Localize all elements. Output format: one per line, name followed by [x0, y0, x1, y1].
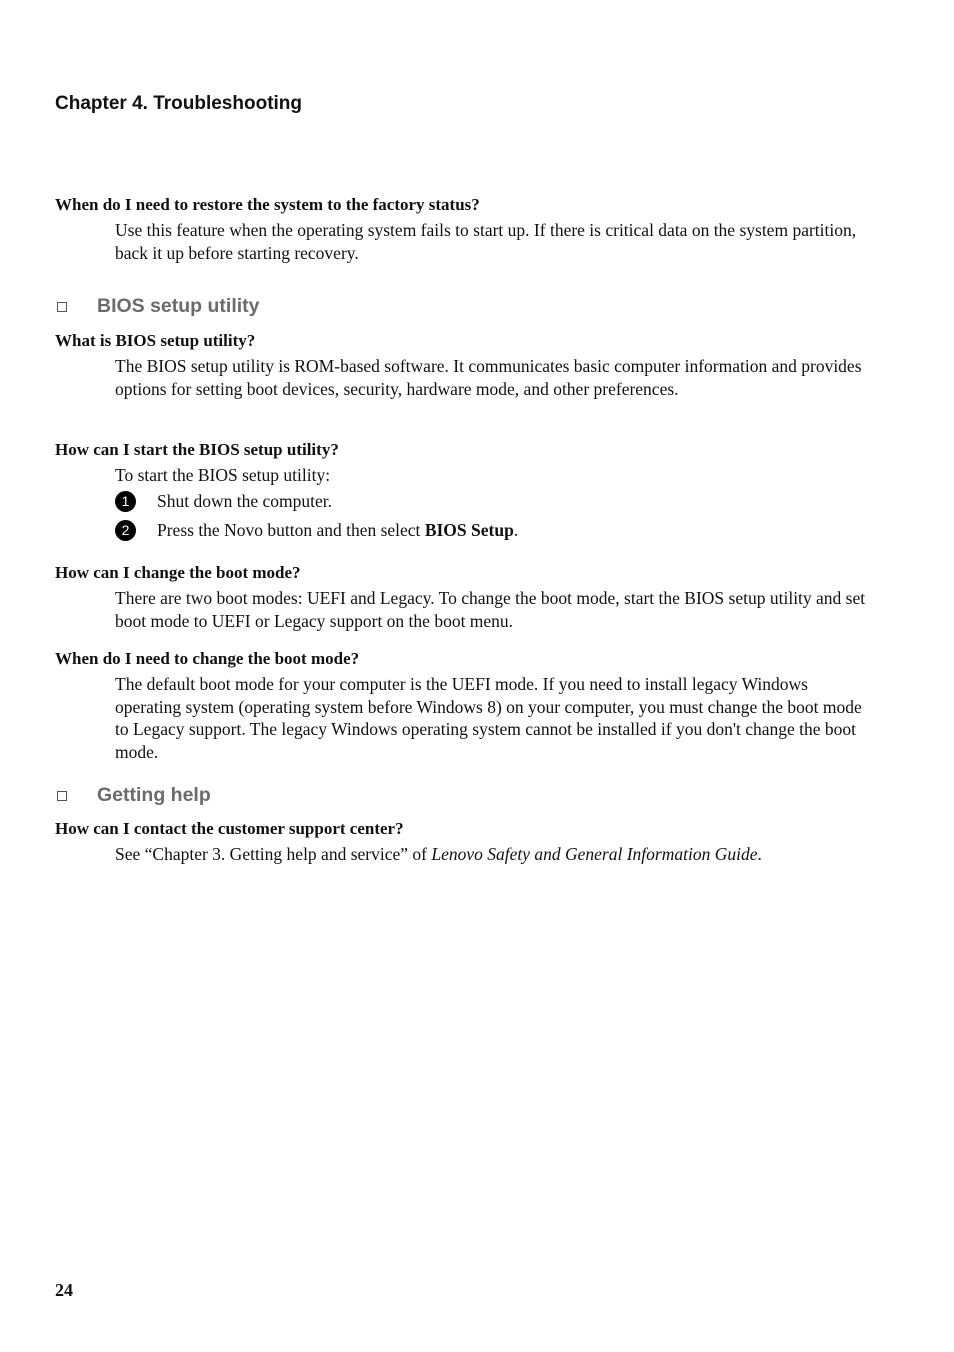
step-text-end: . — [513, 520, 519, 540]
what-is-bios-question: What is BIOS setup utility? — [55, 331, 256, 350]
section-title: Getting help — [97, 784, 211, 806]
start-bios-intro: To start the BIOS setup utility: — [115, 465, 331, 485]
step-text: Shut down the computer. — [157, 491, 332, 511]
section-bios-setup-utility — [55, 295, 260, 318]
factory-question: When do I need to restore the system to the factory status? — [55, 195, 480, 214]
answer-text: See “Chapter 3. Getting help and service” of — [115, 844, 432, 864]
section-getting-help — [55, 784, 211, 807]
contact-support-answer — [115, 843, 875, 866]
step-number-1-icon: 1 — [115, 491, 136, 512]
start-bios-question: How can I start the BIOS setup utility? — [55, 440, 339, 459]
change-boot-mode-answer: There are two boot modes: UEFI and Legacy. To change the boot mode, start the BIOS setup utility and set boot mode to UEFI or Legacy support on the boot menu. — [115, 588, 866, 631]
what-is-bios-answer: The BIOS setup utility is ROM-based software. It communicates basic computer information and provides options for setting boot devices, security, hardware mode, and other preferences. — [115, 356, 862, 399]
step-number-2-icon: 2 — [115, 520, 136, 541]
page-number: 24 — [55, 1280, 73, 1300]
answer-end: . — [757, 844, 762, 864]
change-boot-mode-question: How can I change the boot mode? — [55, 563, 301, 582]
when-change-boot-mode-question: When do I need to change the boot mode? — [55, 649, 360, 668]
section-title: BIOS setup utility — [97, 295, 260, 317]
step-1 — [115, 490, 332, 512]
contact-support-question: How can I contact the customer support center? — [55, 819, 404, 838]
guide-title: Lenovo Safety and General Information Guide — [431, 844, 758, 864]
when-change-boot-mode-answer: The default boot mode for your computer is the UEFI mode. If you need to install legacy Windows operating system (operating system before Windows 8) on your computer, you must change the boot mode to Legacy support. The legacy Windows operating system cannot be installed if you don't change the boot mode. — [115, 674, 862, 763]
square-bullet-icon — [57, 302, 67, 312]
step-text-bold: BIOS Setup — [424, 520, 514, 540]
step-text — [157, 519, 518, 541]
step-2 — [115, 519, 518, 541]
step-text-plain: Press the Novo button and then select — [157, 520, 425, 540]
factory-answer: Use this feature when the operating system fails to start up. If there is critical data on the system partition, back it up before starting recovery. — [115, 220, 857, 263]
square-bullet-icon — [57, 791, 67, 801]
chapter-title: Chapter 4. Troubleshooting — [55, 93, 303, 114]
